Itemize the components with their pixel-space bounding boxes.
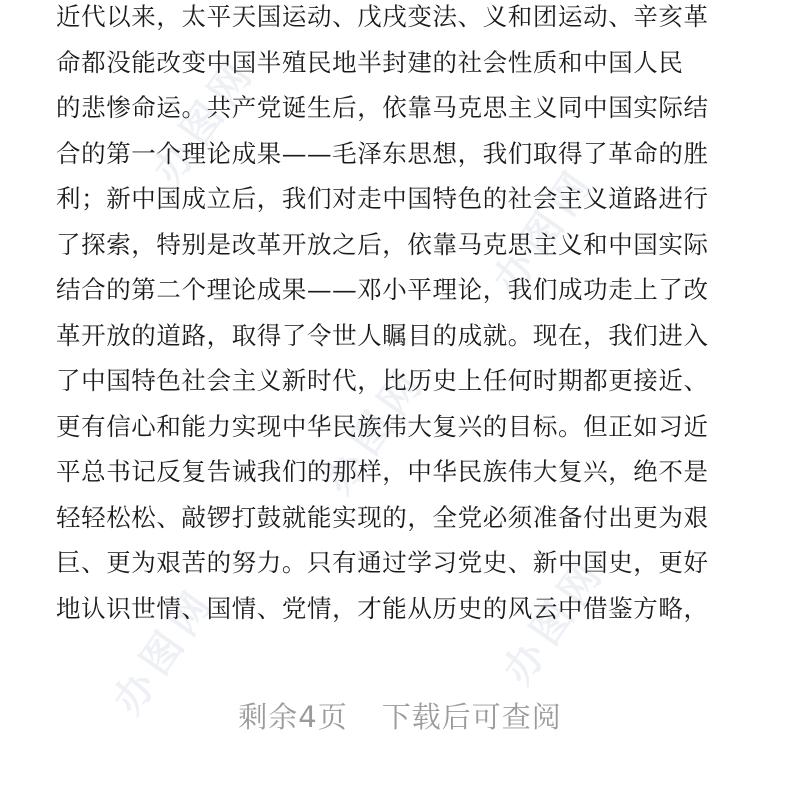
text-line-8: 革开放的道路，取得了令世人瞩目的成就。现在，我们进入 (56, 320, 709, 350)
text-line-6: 了探索，特别是改革开放之后，依靠马克思主义和中国实际 (56, 229, 709, 259)
document-body (56, 2, 756, 639)
text-line-12: 轻轻松松、敲锣打鼓就能实现的，全党必须准备付出更为艰 (56, 502, 709, 532)
download-to-view-button[interactable] (190, 695, 610, 743)
watermark-4: 办图网 (104, 578, 226, 723)
text-line-11: 平总书记反复告诫我们的那样，中华民族伟大复兴，绝不是 (56, 457, 709, 486)
text-line-2: 命都没能改变中国半殖民地半封建的社会性质和中国人民 (56, 47, 684, 77)
watermark-5: 办图网 (494, 548, 616, 693)
text-line-9: 了中国特色社会主义新时代，比历史上任何时期都更接近、 (56, 366, 709, 395)
text-line-1: 近代以来，太平天国运动、戊戌变法、义和团运动、辛亥革 (56, 2, 709, 31)
text-line-3: 的悲惨命运。共产党诞生后，依靠马克思主义同中国实际结 (56, 93, 709, 122)
text-line-14: 地认识世情、国情、党情，才能从历史的风云中借鉴方略， (56, 593, 709, 623)
text-line-10: 更有信心和能力实现中华民族伟大复兴的目标。但正如习近 (56, 411, 709, 441)
watermark-3: 办图网 (314, 358, 436, 503)
text-line-7: 结合的第二个理论成果——邓小平理论，我们成功走上了改 (56, 275, 709, 304)
download-prompt-label: 下载后可查阅 (381, 700, 562, 734)
watermark-2: 办图网 (484, 158, 606, 303)
text-line-13: 巨、更为艰苦的努力。只有通过学习党史、新中国史，更好 (56, 548, 709, 577)
text-line-5: 利；新中国成立后，我们对走中国特色的社会主义道路进行 (56, 184, 709, 213)
text-line-4: 合的第一个理论成果——毛泽东思想，我们取得了革命的胜 (56, 138, 709, 168)
watermark-1: 办图网 (144, 48, 266, 193)
remaining-pages-label: 剩余4页 (238, 700, 348, 734)
